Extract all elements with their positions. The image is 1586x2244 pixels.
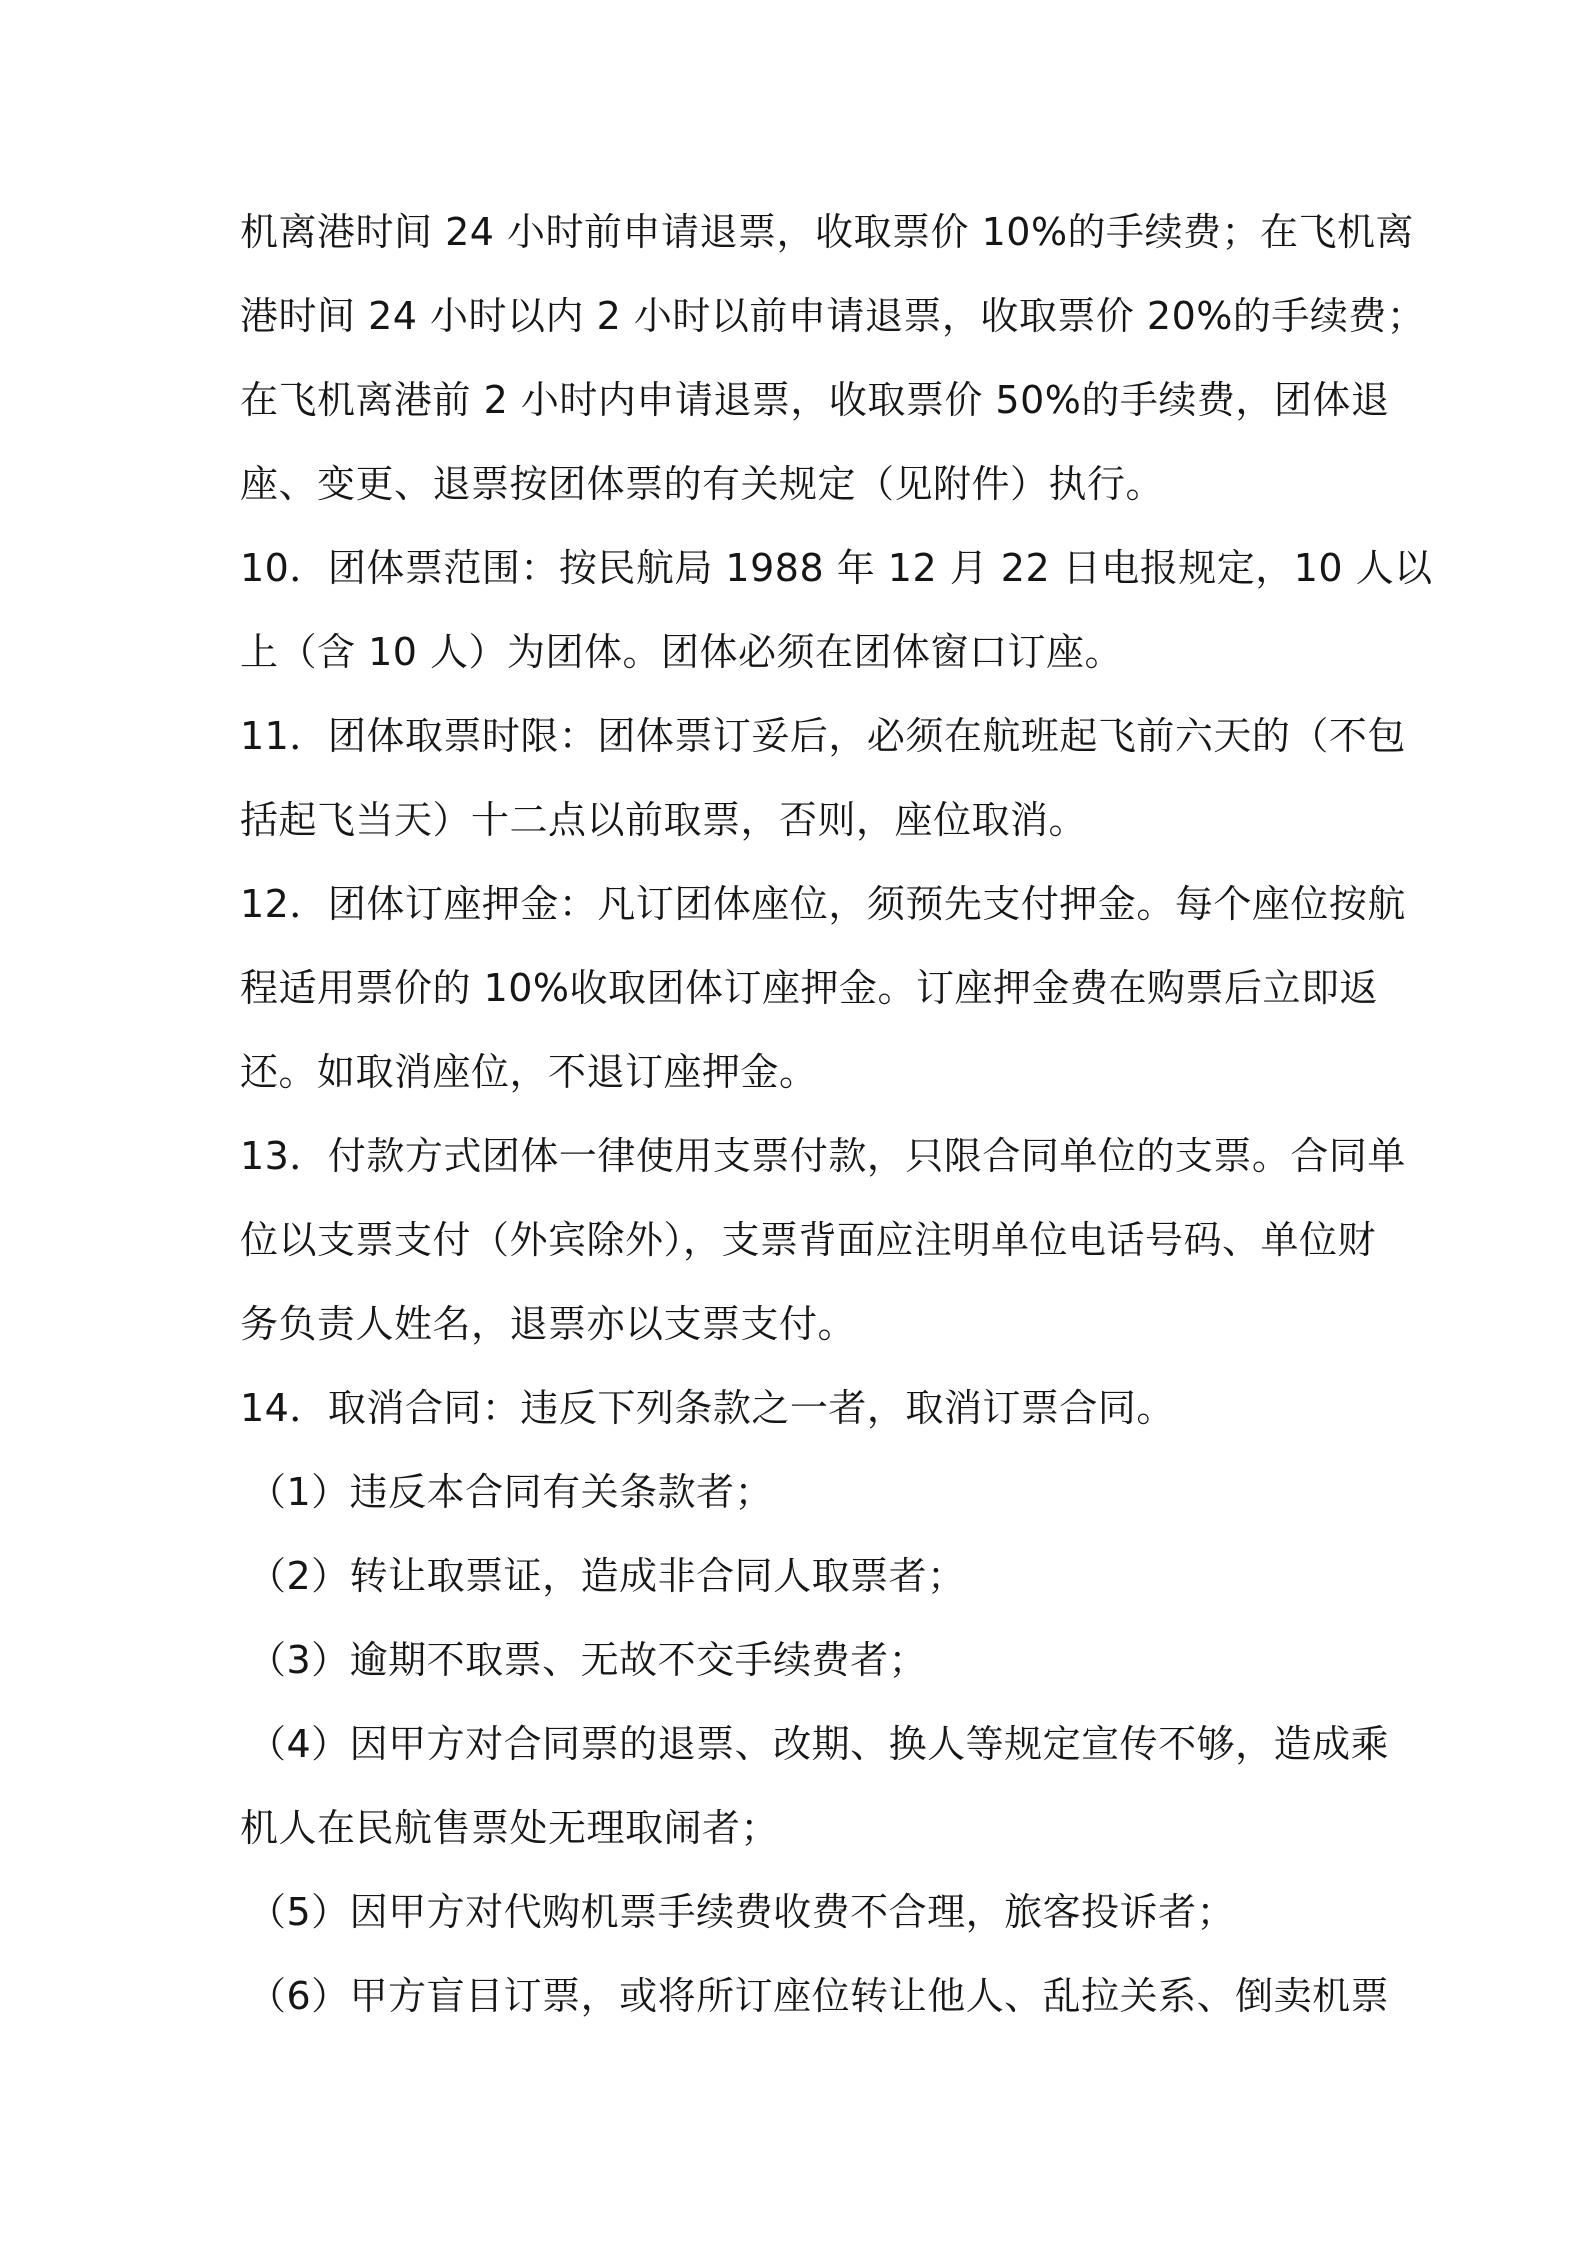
text-line: 机离港时间 24 小时前申请退票，收取票价 10%的手续费；在飞机离 [240,210,1415,254]
sub-item-2: （2）转让取票证，造成非合同人取票者； [248,1554,966,1598]
clause-12-line: 12．团体订座押金：凡订团体座位，须预先支付押金。每个座位按航 [240,882,1406,926]
text-line: 位以支票支付（外宾除外），支票背面应注明单位电话号码、单位财 [240,1218,1377,1262]
text-line: 在飞机离港前 2 小时内申请退票，收取票价 50%的手续费，团体退 [240,378,1390,422]
clause-13-line: 13．付款方式团体一律使用支票付款，只限合同单位的支票。合同单 [240,1134,1406,1178]
document-body [240,190,1433,2038]
sub-item-5: （5）因甲方对代购机票手续费收费不合理，旅客投诉者； [248,1890,1236,1934]
text-line: 务负责人姓名，退票亦以支票支付。 [240,1302,857,1346]
clause-11-line: 11．团体取票时限：团体票订妥后，必须在航班起飞前六天的（不包 [240,714,1406,758]
text-line: 机人在民航售票处无理取闹者； [240,1806,780,1850]
sub-item-4: （4）因甲方对合同票的退票、改期、换人等规定宣传不够，造成乘 [248,1722,1390,1766]
text-line: 还。如取消座位，不退订座押金。 [240,1050,818,1094]
text-line: 港时间 24 小时以内 2 小时以前申请退票，收取票价 20%的手续费； [240,294,1426,338]
text-line: 座、变更、退票按团体票的有关规定（见附件）执行。 [240,462,1165,506]
text-line: 程适用票价的 10%收取团体订座押金。订座押金费在购票后立即返 [240,966,1379,1010]
sub-item-1: （1）违反本合同有关条款者； [248,1470,774,1514]
clause-10-line: 10．团体票范围：按民航局 1988 年 12 月 22 日电报规定，10 人以 [240,546,1433,590]
text-line: 括起飞当天）十二点以前取票，否则，座位取消。 [240,798,1088,842]
sub-item-3: （3）逾期不取票、无故不交手续费者； [248,1638,928,1682]
text-line: 上（含 10 人）为团体。团体必须在团体窗口订座。 [240,630,1124,674]
sub-item-6: （6）甲方盲目订票，或将所订座位转让他人、乱拉关系、倒卖机票 [248,1974,1390,2018]
clause-14-line: 14．取消合同：违反下列条款之一者，取消订票合同。 [240,1386,1175,1430]
